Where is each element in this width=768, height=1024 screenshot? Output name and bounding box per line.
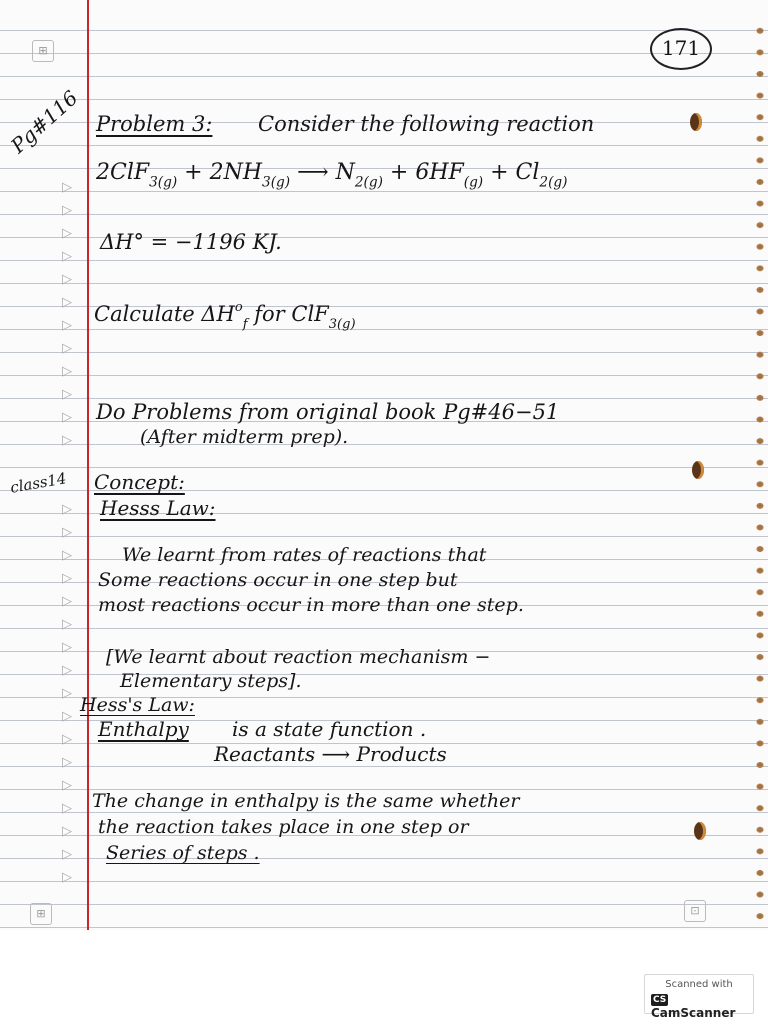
product-1-state: 2(g)	[354, 174, 383, 191]
product-2: + 6HF	[389, 160, 464, 185]
triangle-marker-icon: ▷	[62, 732, 72, 747]
triangle-marker-icon: ▷	[62, 801, 72, 816]
triangle-marker-icon: ▷	[62, 433, 72, 448]
triangle-marker-icon: ▷	[62, 548, 72, 563]
spiral-binding	[752, 20, 768, 930]
hess-law-title: Hess's Law:	[80, 694, 195, 716]
assignment-line-1: Do Problems from original book Pg#46−51	[96, 400, 560, 424]
triangle-marker-icon: ▷	[62, 847, 72, 862]
triangle-marker-icon: ▷	[62, 870, 72, 885]
product-1: N	[335, 160, 355, 185]
reactant-1: 2ClF	[96, 160, 150, 185]
triangle-marker-icon: ▷	[62, 341, 72, 356]
triangle-marker-icon: ▷	[62, 180, 72, 195]
triangle-marker-icon: ▷	[62, 226, 72, 241]
triangle-marker-icon: ▷	[62, 387, 72, 402]
reactants-products: Reactants ⟶ Products	[214, 742, 447, 766]
product-2-state: (g)	[463, 174, 484, 191]
concept-paragraph-line: most reactions occur in more than one step.	[98, 594, 524, 616]
hess-statement-line: The change in enthalpy is the same whether	[92, 790, 520, 812]
concept-title: Hesss Law:	[100, 496, 216, 520]
triangle-marker-icon: ▷	[62, 778, 72, 793]
enthalpy-word: Enthalpy	[98, 717, 189, 741]
problem-heading: Problem 3:	[96, 112, 213, 136]
concept-paragraph-line: Some reactions occur in one step but	[98, 569, 458, 591]
binder-hole	[694, 822, 706, 840]
problem-intro: Consider the following reaction	[258, 112, 595, 136]
binder-hole	[692, 461, 704, 479]
reactant-2: + 2NH	[184, 160, 263, 185]
for-word: for	[254, 301, 285, 326]
scanner-brand	[651, 992, 753, 1020]
species: ClF	[291, 301, 329, 326]
delta-h-subscript: f	[242, 316, 248, 332]
page-corner-icon: ⊡	[684, 900, 706, 922]
bracket-note-line: [We learnt about reaction mechanism −	[106, 646, 491, 668]
triangle-marker-icon: ▷	[62, 663, 72, 678]
camscanner-logo-icon: CS	[653, 995, 667, 1005]
product-3: + Cl	[490, 160, 540, 185]
page-corner-icon: ⊞	[32, 40, 54, 62]
triangle-marker-icon: ▷	[62, 502, 72, 517]
scanner-watermark	[644, 974, 754, 1020]
triangle-marker-icon: ▷	[62, 594, 72, 609]
concept-paragraph-line: We learnt from rates of reactions that	[122, 544, 487, 566]
reaction-equation	[96, 160, 567, 191]
page-number: 171	[650, 28, 712, 70]
scanner-caption: Scanned with	[665, 979, 733, 990]
triangle-marker-icon: ▷	[62, 364, 72, 379]
triangle-marker-icon: ▷	[62, 525, 72, 540]
triangle-marker-icon: ▷	[62, 755, 72, 770]
class-label-note: class14	[8, 469, 68, 497]
triangle-marker-icon: ▷	[62, 410, 72, 425]
assignment-line-2: (After midterm prep).	[140, 426, 349, 448]
enthalpy-value: ΔH° = −1196 KJ.	[100, 230, 282, 254]
page-reference-note: Pg#116	[6, 85, 83, 158]
triangle-marker-icon: ▷	[62, 295, 72, 310]
reactant-2-state: 3(g)	[262, 174, 291, 191]
delta-h: ΔH	[201, 301, 235, 326]
calculate-word: Calculate	[94, 301, 195, 326]
hess-statement-line: Series of steps .	[106, 842, 260, 864]
triangle-marker-icon: ▷	[62, 272, 72, 287]
triangle-marker-icon: ▷	[62, 203, 72, 218]
species-state: 3(g)	[328, 316, 356, 332]
triangle-marker-icon: ▷	[62, 709, 72, 724]
triangle-marker-icon: ▷	[62, 571, 72, 586]
triangle-marker-icon: ▷	[62, 686, 72, 701]
product-3-state: 2(g)	[539, 174, 568, 191]
triangle-marker-icon: ▷	[62, 318, 72, 333]
margin-line	[87, 0, 89, 930]
hess-statement-line: the reaction takes place in one step or	[98, 816, 469, 838]
state-function-text: is a state function .	[232, 717, 427, 741]
bracket-note-line: Elementary steps].	[120, 670, 302, 692]
reaction-arrow: ⟶	[297, 160, 329, 185]
reactant-1-state: 3(g)	[149, 174, 178, 191]
scanner-name: CamScanner	[651, 1006, 736, 1020]
triangle-marker-icon: ▷	[62, 824, 72, 839]
calculate-line	[94, 300, 356, 332]
triangle-marker-icon: ▷	[62, 249, 72, 264]
concept-label: Concept:	[94, 470, 185, 494]
triangle-marker-icon: ▷	[62, 617, 72, 632]
binder-hole	[690, 113, 702, 131]
delta-h-superscript: o	[234, 300, 243, 315]
triangle-marker-icon: ▷	[62, 640, 72, 655]
page-corner-icon: ⊞	[30, 903, 52, 925]
